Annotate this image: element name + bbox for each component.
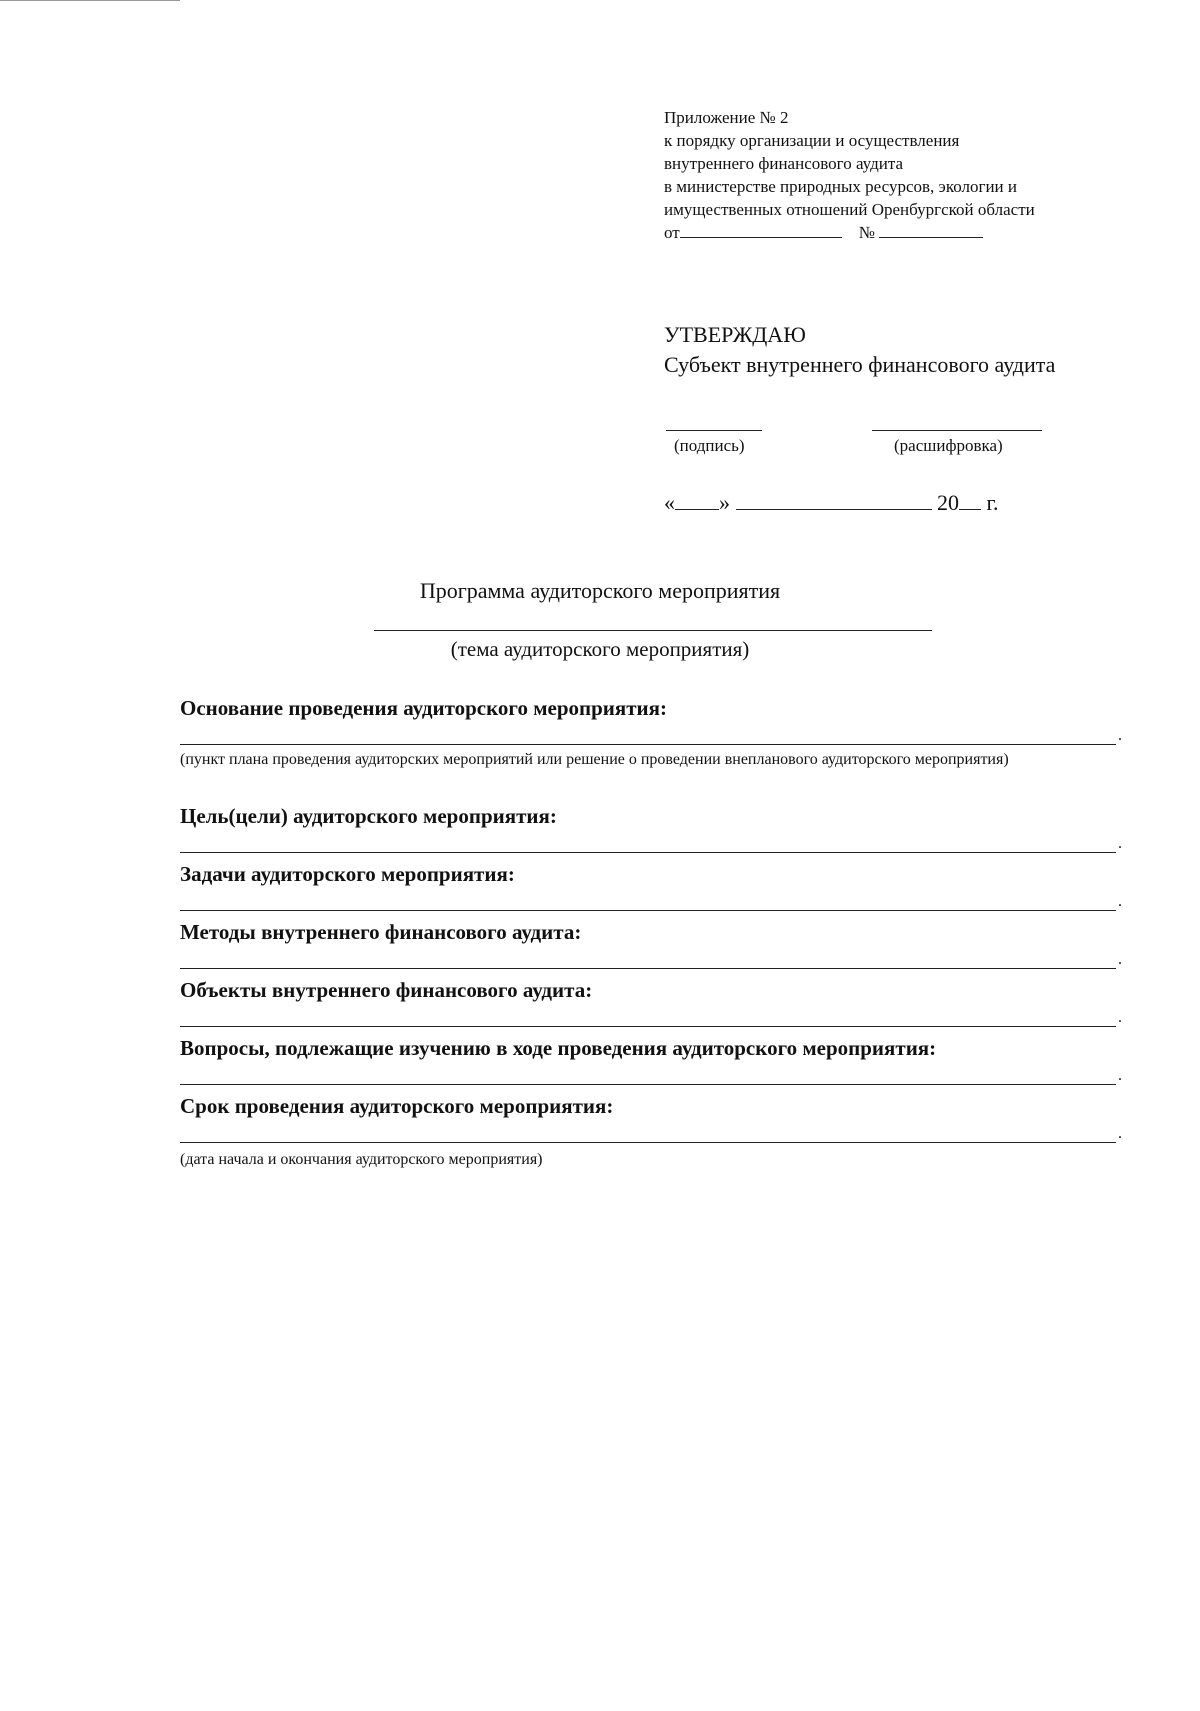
basis-line-end: . (1118, 727, 1122, 744)
appendix-line: Приложение № 2 (664, 108, 789, 127)
signature-caption: (подпись) (674, 436, 745, 455)
date-close-quote: » (719, 490, 730, 515)
scan-edge-mark (0, 0, 180, 2)
appendix-line: внутреннего финансового аудита (664, 154, 903, 173)
month-blank (736, 493, 932, 510)
tasks-line-end: . (1118, 893, 1122, 910)
topic-line (374, 630, 932, 631)
questions-line-end: . (1118, 1067, 1122, 1084)
approval-date (664, 488, 1064, 518)
objects-line-end: . (1118, 1009, 1122, 1026)
objects-fill-line (180, 1026, 1116, 1027)
basis-fill-line (180, 744, 1116, 745)
methods-fill-line (180, 968, 1116, 969)
signature-line (666, 430, 762, 432)
number-label: № (858, 223, 875, 242)
date-blank (680, 221, 842, 238)
topic-caption: (тема аудиторского мероприятия) (450, 637, 750, 661)
goals-fill-line (180, 852, 1116, 853)
decoding-caption: (расшифровка) (894, 436, 1003, 455)
appendix-header (664, 106, 1134, 244)
basis-note: (пункт плана проведения аудиторских мероприятий или решение о проведении внепланового аудиторского мероприятия) (180, 751, 1009, 768)
appendix-line: к порядку организации и осуществления (664, 131, 960, 150)
year-suffix: г. (986, 490, 999, 515)
tasks-fill-line (180, 910, 1116, 911)
methods-heading: Методы внутреннего финансового аудита: (180, 920, 582, 944)
approval-subject: Субъект внутреннего финансового аудита (664, 352, 1056, 377)
term-line-end: . (1118, 1125, 1122, 1142)
appendix-line: имущественных отношений Оренбургской области (664, 200, 1035, 219)
basis-heading: Основание проведения аудиторского мероприятия: (180, 696, 668, 720)
year-blank (959, 493, 981, 510)
from-label: от (664, 223, 680, 242)
number-blank (879, 221, 983, 238)
day-blank (675, 493, 719, 510)
goals-heading: Цель(цели) аудиторского мероприятия: (180, 804, 557, 828)
term-heading: Срок проведения аудиторского мероприятия: (180, 1094, 614, 1118)
term-note: (дата начала и окончания аудиторского мероприятия) (180, 1151, 543, 1168)
goals-line-end: . (1118, 835, 1122, 852)
questions-fill-line (180, 1084, 1116, 1085)
program-title: Программа аудиторского мероприятия (419, 578, 781, 603)
appendix-date-number (664, 221, 1134, 244)
approval-block (664, 320, 1134, 380)
term-fill-line (180, 1142, 1116, 1143)
approval-title: УТВЕРЖДАЮ (664, 322, 806, 347)
objects-heading: Объекты внутреннего финансового аудита: (180, 978, 593, 1002)
date-open-quote: « (664, 490, 675, 515)
tasks-heading: Задачи аудиторского мероприятия: (180, 862, 515, 886)
year-prefix: 20 (937, 490, 959, 515)
appendix-line: в министерстве природных ресурсов, экологии и (664, 177, 1017, 196)
methods-line-end: . (1118, 951, 1122, 968)
questions-heading: Вопросы, подлежащие изучению в ходе проведения аудиторского мероприятия: (180, 1036, 937, 1060)
decoding-line (872, 430, 1042, 432)
